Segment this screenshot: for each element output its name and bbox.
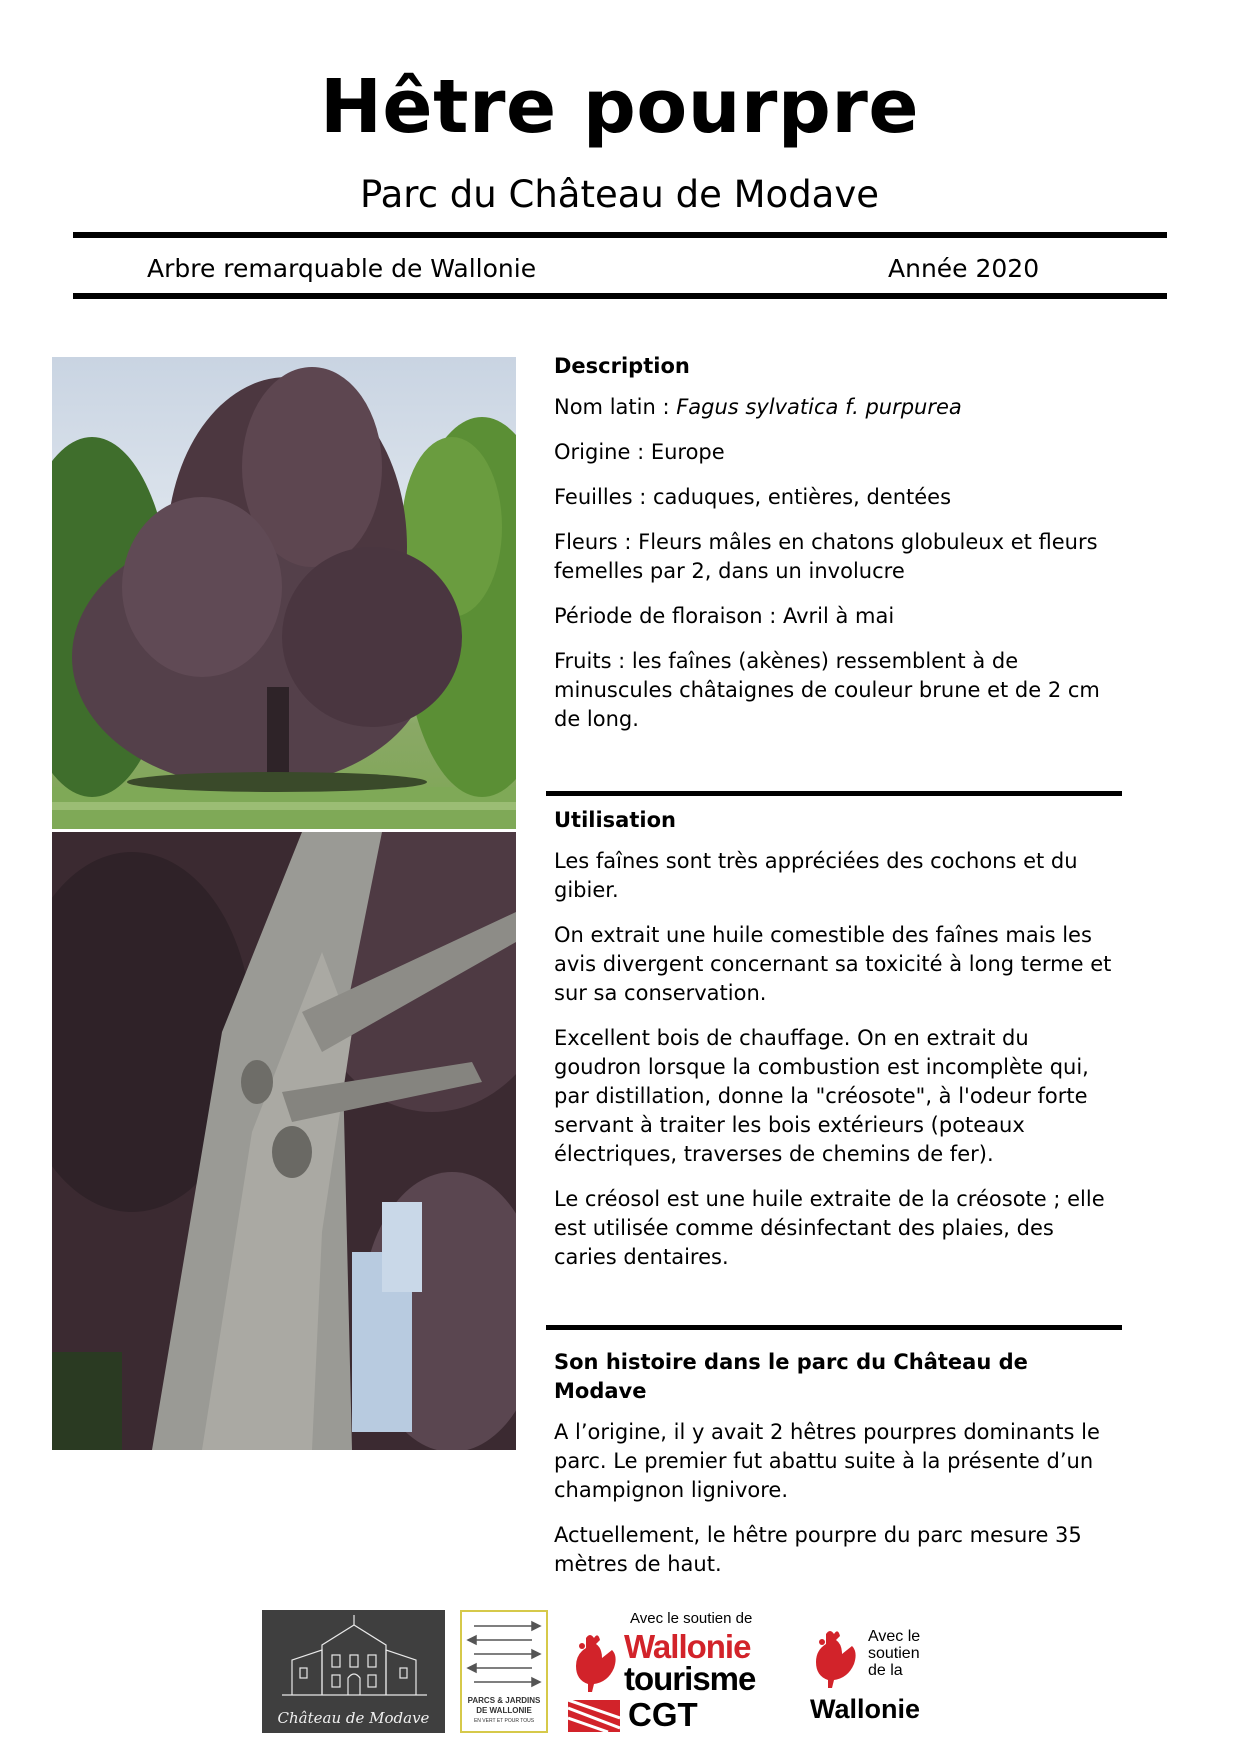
utilisation-p4: Le créosol est une huile extraite de la créosote ; elle est utilisée comme désinfectant des plaies, des caries dentaires.	[554, 1187, 1105, 1269]
flowers: Fleurs : Fleurs mâles en chatons globuleux et fleurs femelles par 2, dans un involucre	[554, 530, 1098, 583]
w-line-2: soutien	[868, 1645, 920, 1662]
arrows-icon	[462, 1612, 546, 1692]
trunk-photo	[52, 832, 516, 1450]
w-line-3: de la	[868, 1662, 903, 1679]
utilisation-section	[554, 806, 1114, 1272]
tree-photo	[52, 357, 516, 829]
description-section	[554, 352, 1114, 734]
section-divider	[546, 1325, 1122, 1330]
wallonie-tourisme-logo	[568, 1610, 768, 1735]
chateau-drawing-icon	[262, 1610, 445, 1705]
flowering-period: Période de floraison : Avril à mai	[554, 604, 895, 628]
history-section	[554, 1348, 1114, 1579]
parcs-jardins-logo	[460, 1610, 548, 1733]
header-rule-top	[73, 232, 1167, 238]
latin-name	[554, 393, 1114, 422]
fruits: Fruits : les faînes (akènes) ressemblent à de minuscules châtaignes de couleur brune et de 2 cm de long.	[554, 649, 1100, 731]
latin-label: Nom latin :	[554, 395, 677, 419]
parcs-line-3: EN VERT ET POUR TOUS	[473, 1718, 535, 1724]
footer-logos	[0, 1600, 1239, 1740]
history-p1: A l’origine, il y avait 2 hêtres pourpres dominants le parc. Le premier fut abattu suite à la présente d’un champignon lignivore.	[554, 1420, 1100, 1502]
page-title: Hêtre pourpre	[319, 64, 920, 150]
utilisation-p3: Excellent bois de chauffage. On en extrait du goudron lorsque la combustion est incomplète qui, par distillation, donne la "créosote", à l'odeur forte servant à traiter les bois extérieurs (poteaux électriques, traverses de chemins de fer).	[554, 1026, 1089, 1166]
wt-tourisme: tourisme	[624, 1660, 756, 1697]
tree-label: Arbre remarquable de Wallonie	[147, 254, 537, 283]
parcs-line-2: DE WALLONIE	[476, 1706, 532, 1715]
year-label: Année 2020	[888, 254, 1040, 283]
page-subtitle: Parc du Château de Modave	[359, 173, 880, 216]
wallonie-logo	[808, 1628, 968, 1728]
utilisation-p1: Les faînes sont très appréciées des cochons et du gibier.	[554, 849, 1078, 902]
parcs-line-1: PARCS & JARDINS	[467, 1696, 541, 1705]
latin-value: Fagus sylvatica f. purpurea	[676, 395, 962, 419]
history-heading: Son histoire dans le parc du Château de Modave	[554, 1350, 1028, 1403]
leaves: Feuilles : caduques, entières, dentées	[554, 485, 952, 509]
wt-wallonie: Wallonie	[624, 1628, 751, 1665]
origin: Origine : Europe	[554, 440, 725, 464]
description-heading: Description	[554, 354, 690, 378]
utilisation-heading: Utilisation	[554, 808, 676, 832]
wt-support-text: Avec le soutien de	[630, 1610, 753, 1627]
w-line-1: Avec le	[868, 1628, 921, 1645]
parcs-logo-text	[462, 1696, 546, 1726]
section-divider	[546, 791, 1122, 796]
chateau-de-modave-logo	[262, 1610, 445, 1733]
history-p2: Actuellement, le hêtre pourpre du parc mesure 35 mètres de haut.	[554, 1523, 1082, 1576]
rooster-icon	[568, 1632, 620, 1696]
rooster-icon	[808, 1628, 860, 1692]
wt-cgt: CGT	[628, 1696, 698, 1733]
w-wallonie: Wallonie	[810, 1694, 921, 1724]
header-rule-bottom	[73, 293, 1167, 299]
chateau-logo-text: Château de Modave	[277, 1709, 430, 1727]
utilisation-p2: On extrait une huile comestible des faînes mais les avis divergent concernant sa toxicité à long terme et sur sa conservation.	[554, 923, 1112, 1005]
w-support-text	[868, 1628, 920, 1679]
cgt-stripes-icon	[568, 1700, 620, 1732]
